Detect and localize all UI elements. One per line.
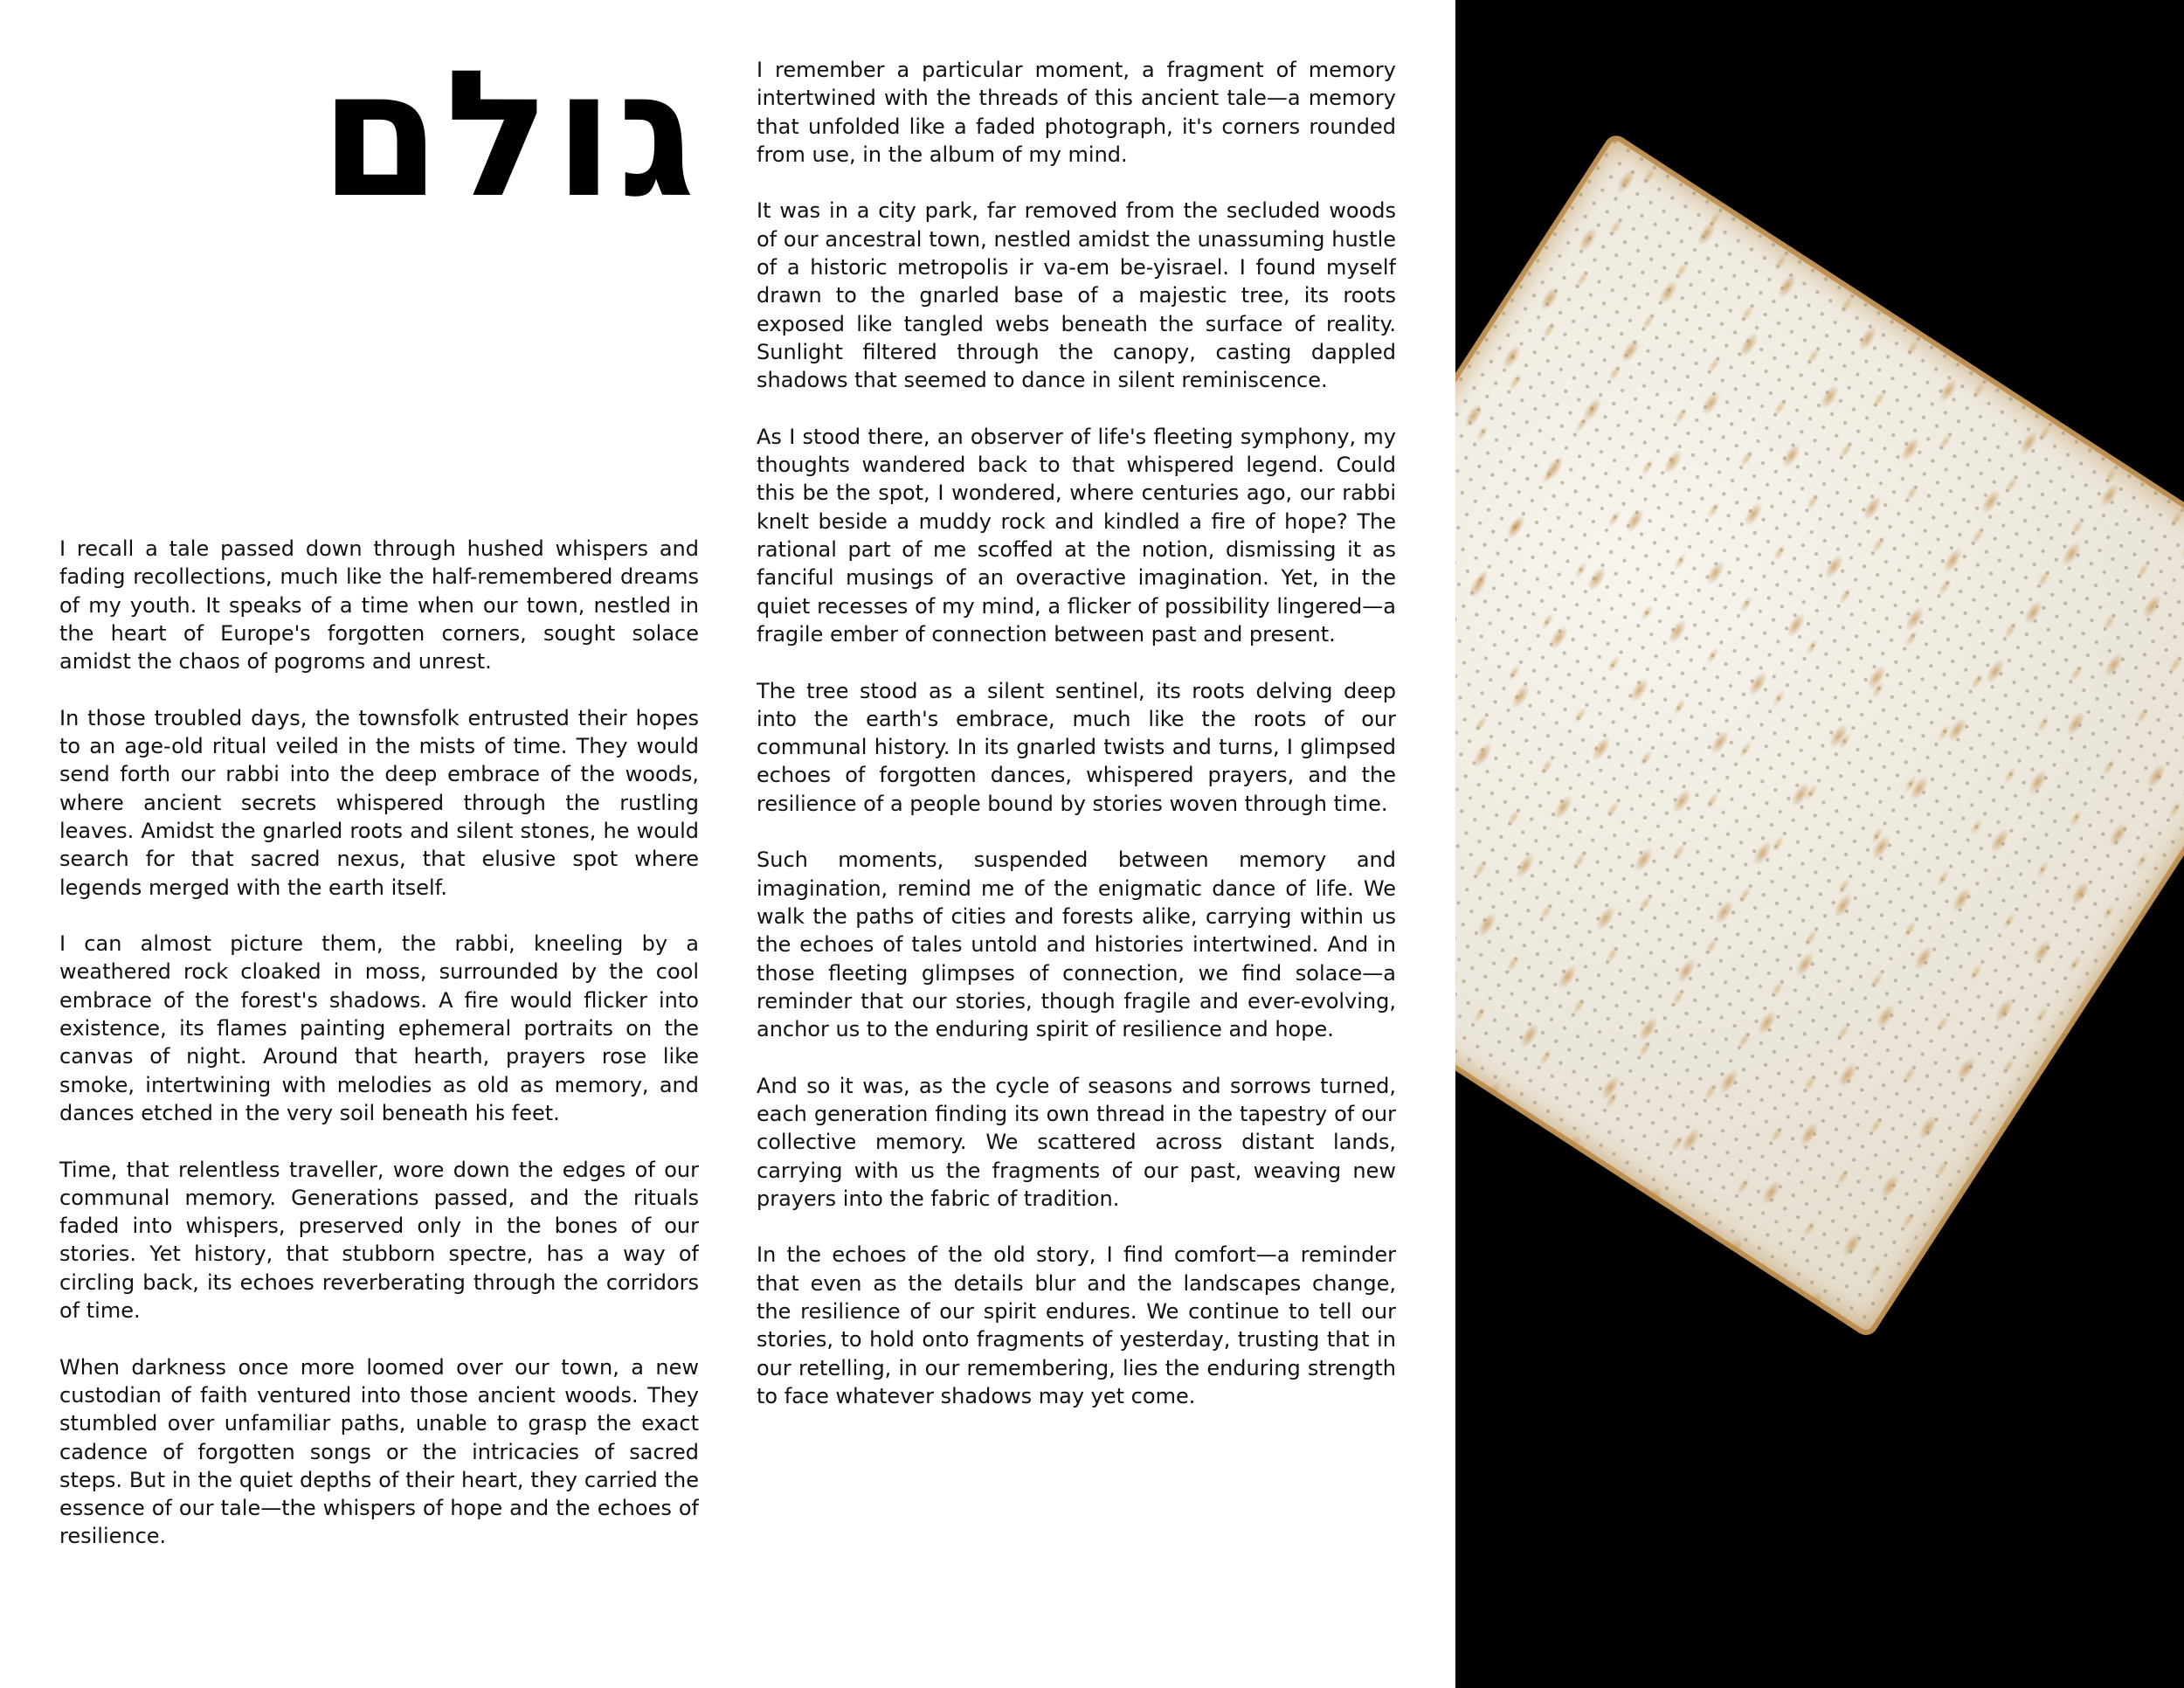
paragraph: Such moments, suspended between memory and imagination, remind me of the enigmatic dance of life. We walk the paths of cities and forests alike, carrying within us the echoes of tales untold and histories intertwined. And in those fleeting glimpses of connection, we find solace—a reminder that our stories, though fragile and ever-evolving, anchor us to the enduring spirit of resilience and hope. — [757, 847, 1396, 1042]
paragraph: In those troubled days, the townsfolk entrusted their hopes to an age-old ritual veiled in the mists of time. They would send forth our rabbi into the deep embrace of the woods, where ancient secrets whispered through the rustling leaves. Amidst the gnarled roots and silent stones, he would search for that sacred nexus, that elusive spot where legends merged with the earth itself. — [59, 705, 699, 900]
paragraph: It was in a city park, far removed from the secluded woods of our ancestral town, nestled amidst the unassuming hustle of a historic metropolis ir va-em be-yisrael. I found myself drawn to the gnarled base of a majestic tree, its roots exposed like tangled webs beneath the surface of reality. Sunlight filtered through the canopy, casting dappled shadows that seemed to dance in silent reminiscence. — [757, 198, 1396, 393]
paragraph: I remember a particular moment, a fragment of memory intertwined with the threads of this ancient tale—a memory that unfolded like a faded photograph, it's corners rounded from use, in the album of my mind. — [757, 58, 1396, 167]
paragraph: Time, that relentless traveller, wore down the edges of our communal memory. Generations passed, and the rituals faded into whispers, preserved only in the bones of our stories. Yet history, that stubborn spectre, has a way of circling back, its echoes reverberating through the corridors of time. — [59, 1157, 699, 1324]
paragraph: I can almost picture them, the rabbi, kneeling by a weathered rock cloaked in moss, surrounded by the cool embrace of the forest's shadows. A fire would flicker into existence, its flames painting ephemeral portraits on the canvas of night. Around that hearth, prayers rose like smoke, intertwining with melodies as old as memory, and dances etched in the very soil beneath his feet. — [59, 931, 699, 1125]
paragraph: In the echoes of the old story, I find comfort—a reminder that even as the details blur and the landscapes change, the resilience of our spirit endures. We continue to tell our stories, to hold onto fragments of yesterday, trusting that in our retelling, in our remembering, lies the enduring strength to face whatever shadows may yet come. — [757, 1242, 1396, 1408]
paragraph: When darkness once more loomed over our town, a new custodian of faith ventured into those ancient woods. They stumbled over unfamiliar paths, unable to grasp the exact cadence of forgotten songs or the intricacies of sacred steps. But in the quiet depths of their heart, they carried the essence of our tale—the whispers of hope and the echoes of resilience. — [59, 1354, 699, 1549]
left-text-column — [59, 535, 699, 1609]
paragraph: I recall a tale passed down through hushed whispers and fading recollections, much like the half-remembered dreams of my youth. It speaks of a time when our town, nestled in the heart of Europe's forgotten corners, sought solace amidst the chaos of pogroms and unrest. — [59, 536, 699, 675]
paragraph: As I stood there, an observer of life's fleeting symphony, my thoughts wandered back to that whispered legend. Could this be the spot, I wondered, where centuries ago, our rabbi knelt beside a muddy rock and kindled a fire of hope? The rational part of me scoffed at the notion, dismissing it as fanciful musings of an overactive imagination. Yet, in the quiet recesses of my mind, a flicker of possibility lingered—a fragile ember of connection between past and present. — [757, 424, 1396, 647]
right-text-column — [757, 56, 1396, 1559]
paragraph: And so it was, as the cycle of seasons and sorrows turned, each generation finding its own thread in the tapestry of our collective memory. We scattered across distant lands, carrying with us the fragments of our past, weaving new prayers into the fabric of tradition. — [757, 1073, 1396, 1211]
page-title: גולם — [319, 44, 699, 227]
matzah-cracker — [1455, 131, 2184, 1339]
paragraph: The tree stood as a silent sentinel, its roots delving deep into the earth's embrace, much like the roots of our communal history. In its gnarled twists and turns, I glimpsed echoes of forgotten dances, whispered prayers, and the resilience of a people bound by stories woven through time. — [757, 678, 1396, 816]
matzah-photo — [1455, 0, 2184, 1688]
